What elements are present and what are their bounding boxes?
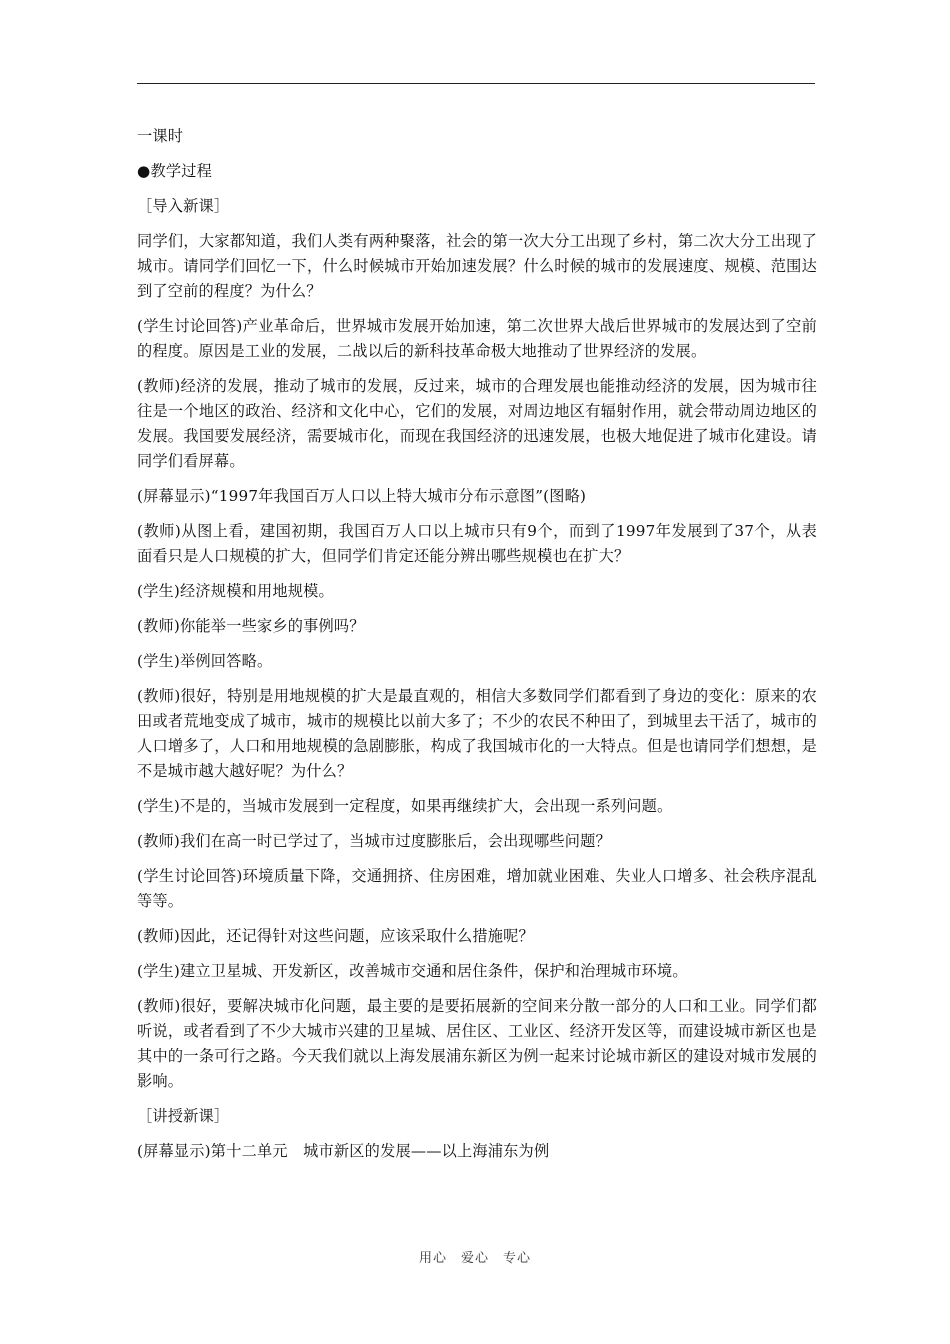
document-body: [137, 124, 817, 1174]
paragraph: (学生)建立卫星城、开发新区，改善城市交通和居住条件，保护和治理城市环境。: [137, 962, 688, 980]
paragraph: (学生)不是的，当城市发展到一定程度，如果再继续扩大，会出现一系列问题。: [137, 797, 673, 815]
section-heading-introduction: ［导入新课］: [137, 197, 230, 215]
paragraph: (学生)经济规模和用地规模。: [137, 582, 334, 600]
section-heading-teaching-process: ●教学过程: [137, 162, 213, 180]
paragraph: (教师)因此，还记得针对这些问题，应该采取什么措施呢？: [137, 927, 534, 945]
paragraph: (屏幕显示)“1997年我国百万人口以上特大城市分布示意图”(图略): [137, 487, 587, 505]
header-rule: [137, 83, 815, 84]
paragraph: (学生讨论回答)产业革命后，世界城市发展开始加速，第二次世界大战后世界城市的发展达到了空前的程度。原因是工业的发展，二战以后的新科技革命极大地推动了世界经济的发展。: [137, 317, 817, 360]
lesson-duration: 一课时: [137, 127, 184, 145]
paragraph: (教师)很好，要解决城市化问题，最主要的是要拓展新的空间来分散一部分的人口和工业。同学们都听说，或者看到了不少大城市兴建的卫星城、居住区、工业区、经济开发区等，而建设城市新区也是其中的一条可行之路。今天我们就以上海发展浦东新区为例一起来讨论城市新区的建设对城市发展的影响。: [137, 997, 817, 1090]
paragraph: 同学们，大家都知道，我们人类有两种聚落，社会的第一次大分工出现了乡村，第二次大分工出现了城市。请同学们回忆一下，什么时候城市开始加速发展？什么时候的城市的发展速度、规模、范围达到了空前的程度？为什么？: [137, 232, 817, 300]
paragraph: (学生讨论回答)环境质量下降，交通拥挤、住房困难，增加就业困难、失业人口增多、社会秩序混乱等等。: [137, 867, 817, 910]
paragraph: (教师)经济的发展，推动了城市的发展，反过来，城市的合理发展也能推动经济的发展，因为城市往往是一个地区的政治、经济和文化中心，它们的发展，对周边地区有辐射作用，就会带动周边地区的发展。我国要发展经济，需要城市化，而现在我国经济的迅速发展，也极大地促进了城市化建设。请同学们看屏幕。: [137, 377, 817, 470]
paragraph: (教师)你能举一些家乡的事例吗？: [137, 617, 365, 635]
paragraph: (屏幕显示)第十二单元 城市新区的发展——以上海浦东为例: [137, 1142, 550, 1160]
section-heading-new-lesson: ［讲授新课］: [137, 1107, 230, 1125]
page-footer: 用心 爱心 专心: [418, 1251, 531, 1266]
paragraph: (学生)举例回答略。: [137, 652, 273, 670]
paragraph: (教师)我们在高一时已学过了，当城市过度膨胀后，会出现哪些问题？: [137, 832, 611, 850]
paragraph: (教师)很好，特别是用地规模的扩大是最直观的，相信大多数同学们都看到了身边的变化：原来的农田或者荒地变成了城市，城市的规模比以前大多了；不少的农民不种田了，到城里去干活了，城市的人口增多了，人口和用地规模的急剧膨胀，构成了我国城市化的一大特点。但是也请同学们想想，是不是城市越大越好呢？为什么？: [137, 687, 817, 780]
paragraph: (教师)从图上看，建国初期，我国百万人口以上城市只有9个，而到了1997年发展到了37个，从表面看只是人口规模的扩大，但同学们肯定还能分辨出哪些规模也在扩大？: [137, 522, 817, 565]
